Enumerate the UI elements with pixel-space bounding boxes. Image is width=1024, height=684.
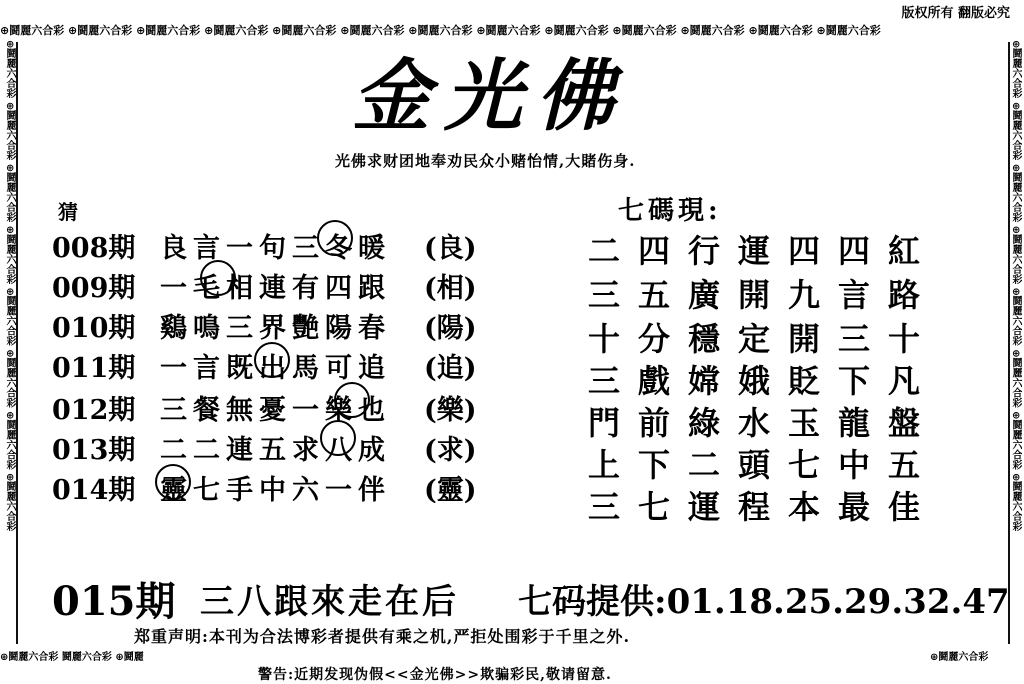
entry-phrase: 一言既出馬可追 — [160, 353, 391, 384]
highlight-circle — [155, 464, 191, 500]
seven-codes-row: 門前綠水玉龍盤 — [588, 404, 939, 442]
entry-period: 011期 — [52, 353, 136, 384]
seven-codes-row: 三七運程本最佳 — [588, 488, 939, 526]
seven-codes-row: 二四行運四四紅 — [588, 232, 939, 270]
bottom-border-strip: ⊕鬪麗六合彩 鬪麗六合彩 ⊕鬪麗 — [0, 652, 144, 663]
page-title: 金光佛 — [351, 51, 628, 142]
seven-codes-row: 十分穩定開三十 — [588, 320, 939, 358]
entry-period: 012期 — [52, 395, 136, 426]
entry-answer: (樂) — [424, 395, 477, 426]
entry-phrase: 靈七手中六一伴 — [160, 475, 391, 506]
numbers-value: 01.18.25.29.32.47 — [666, 582, 1010, 622]
current-phrase: 三八跟來走在后 — [200, 582, 459, 622]
entry-answer: (相) — [424, 273, 477, 304]
highlight-circle — [254, 342, 290, 378]
current-period: 015期 — [52, 578, 176, 625]
entry-period: 013期 — [52, 435, 136, 466]
copyright-notice: 版权所有 翻版必究 — [901, 6, 1010, 21]
entry-period: 010期 — [52, 313, 136, 344]
entry-phrase: 二二連五求八成 — [160, 435, 391, 466]
right-border-strip: ⊕鬪麗六合彩 ⊕鬪麗六合彩 ⊕鬪麗六合彩 ⊕鬪麗六合彩 ⊕鬪麗六合彩 ⊕鬪麗六合彩 ⊕鬪麗六合彩 ⊕鬪麗六合彩 — [1010, 40, 1021, 532]
left-border-strip: ⊕鬪麗六合彩 ⊕鬪麗六合彩 ⊕鬪麗六合彩 ⊕鬪麗六合彩 ⊕鬪麗六合彩 ⊕鬪麗六合彩 ⊕鬪麗六合彩 ⊕鬪麗六合彩 — [4, 40, 15, 532]
highlight-circle — [200, 260, 236, 296]
entry-answer: (陽) — [424, 313, 477, 344]
disclaimer: 郑重声明:本刊为合法博彩者提供有乘之机,严拒处围彩于千里之外. — [134, 627, 631, 646]
highlight-circle — [320, 420, 356, 456]
bottom-right-strip: ⊕鬪麗六合彩 — [930, 652, 989, 663]
slogan: 光佛求财团地奉劝民众小赌怡情,大賭伤身. — [335, 152, 636, 170]
entry-answer: (追) — [424, 353, 477, 384]
entry-phrase: 三餐無憂一樂也 — [160, 395, 391, 426]
numbers-label: 七码提供: — [518, 582, 667, 622]
seven-numbers — [518, 574, 1010, 623]
warning-footer: 警告:近期发现伪假<<金光佛>>欺骗彩民,敬请留意. — [258, 667, 612, 683]
entry-phrase: 鷄鳴三界艷陽春 — [160, 313, 391, 344]
entry-phrase: 良言一句三冬暖 — [160, 233, 391, 264]
entry-answer: (良) — [424, 233, 477, 264]
seven-codes-row: 三戲嫦娥貶下凡 — [588, 362, 939, 400]
highlight-circle — [317, 220, 353, 256]
entry-answer: (求) — [424, 435, 477, 466]
top-border-strip: ⊕鬪麗六合彩 ⊕鬪麗六合彩 ⊕鬪麗六合彩 ⊕鬪麗六合彩 ⊕鬪麗六合彩 ⊕鬪麗六合彩 ⊕鬪麗六合彩 ⊕鬪麗六合彩 ⊕鬪麗六合彩 ⊕鬪麗六合彩 ⊕鬪麗六合彩 ⊕鬪麗六合彩 ⊕鬪麗六合彩 — [0, 24, 881, 37]
entry-period: 014期 — [52, 475, 136, 506]
seven-codes-row: 上下二頭七中五 — [588, 446, 939, 484]
entry-period: 009期 — [52, 273, 136, 304]
seven-codes-title: 七碼現: — [618, 196, 722, 226]
entry-phrase: 一毛相連有四跟 — [160, 273, 391, 304]
seven-codes-row: 三五廣開九言路 — [588, 276, 939, 314]
highlight-circle — [334, 382, 370, 418]
guess-label: 猜 — [58, 200, 78, 224]
entry-answer: (靈) — [424, 475, 477, 506]
entry-period: 008期 — [52, 233, 136, 264]
